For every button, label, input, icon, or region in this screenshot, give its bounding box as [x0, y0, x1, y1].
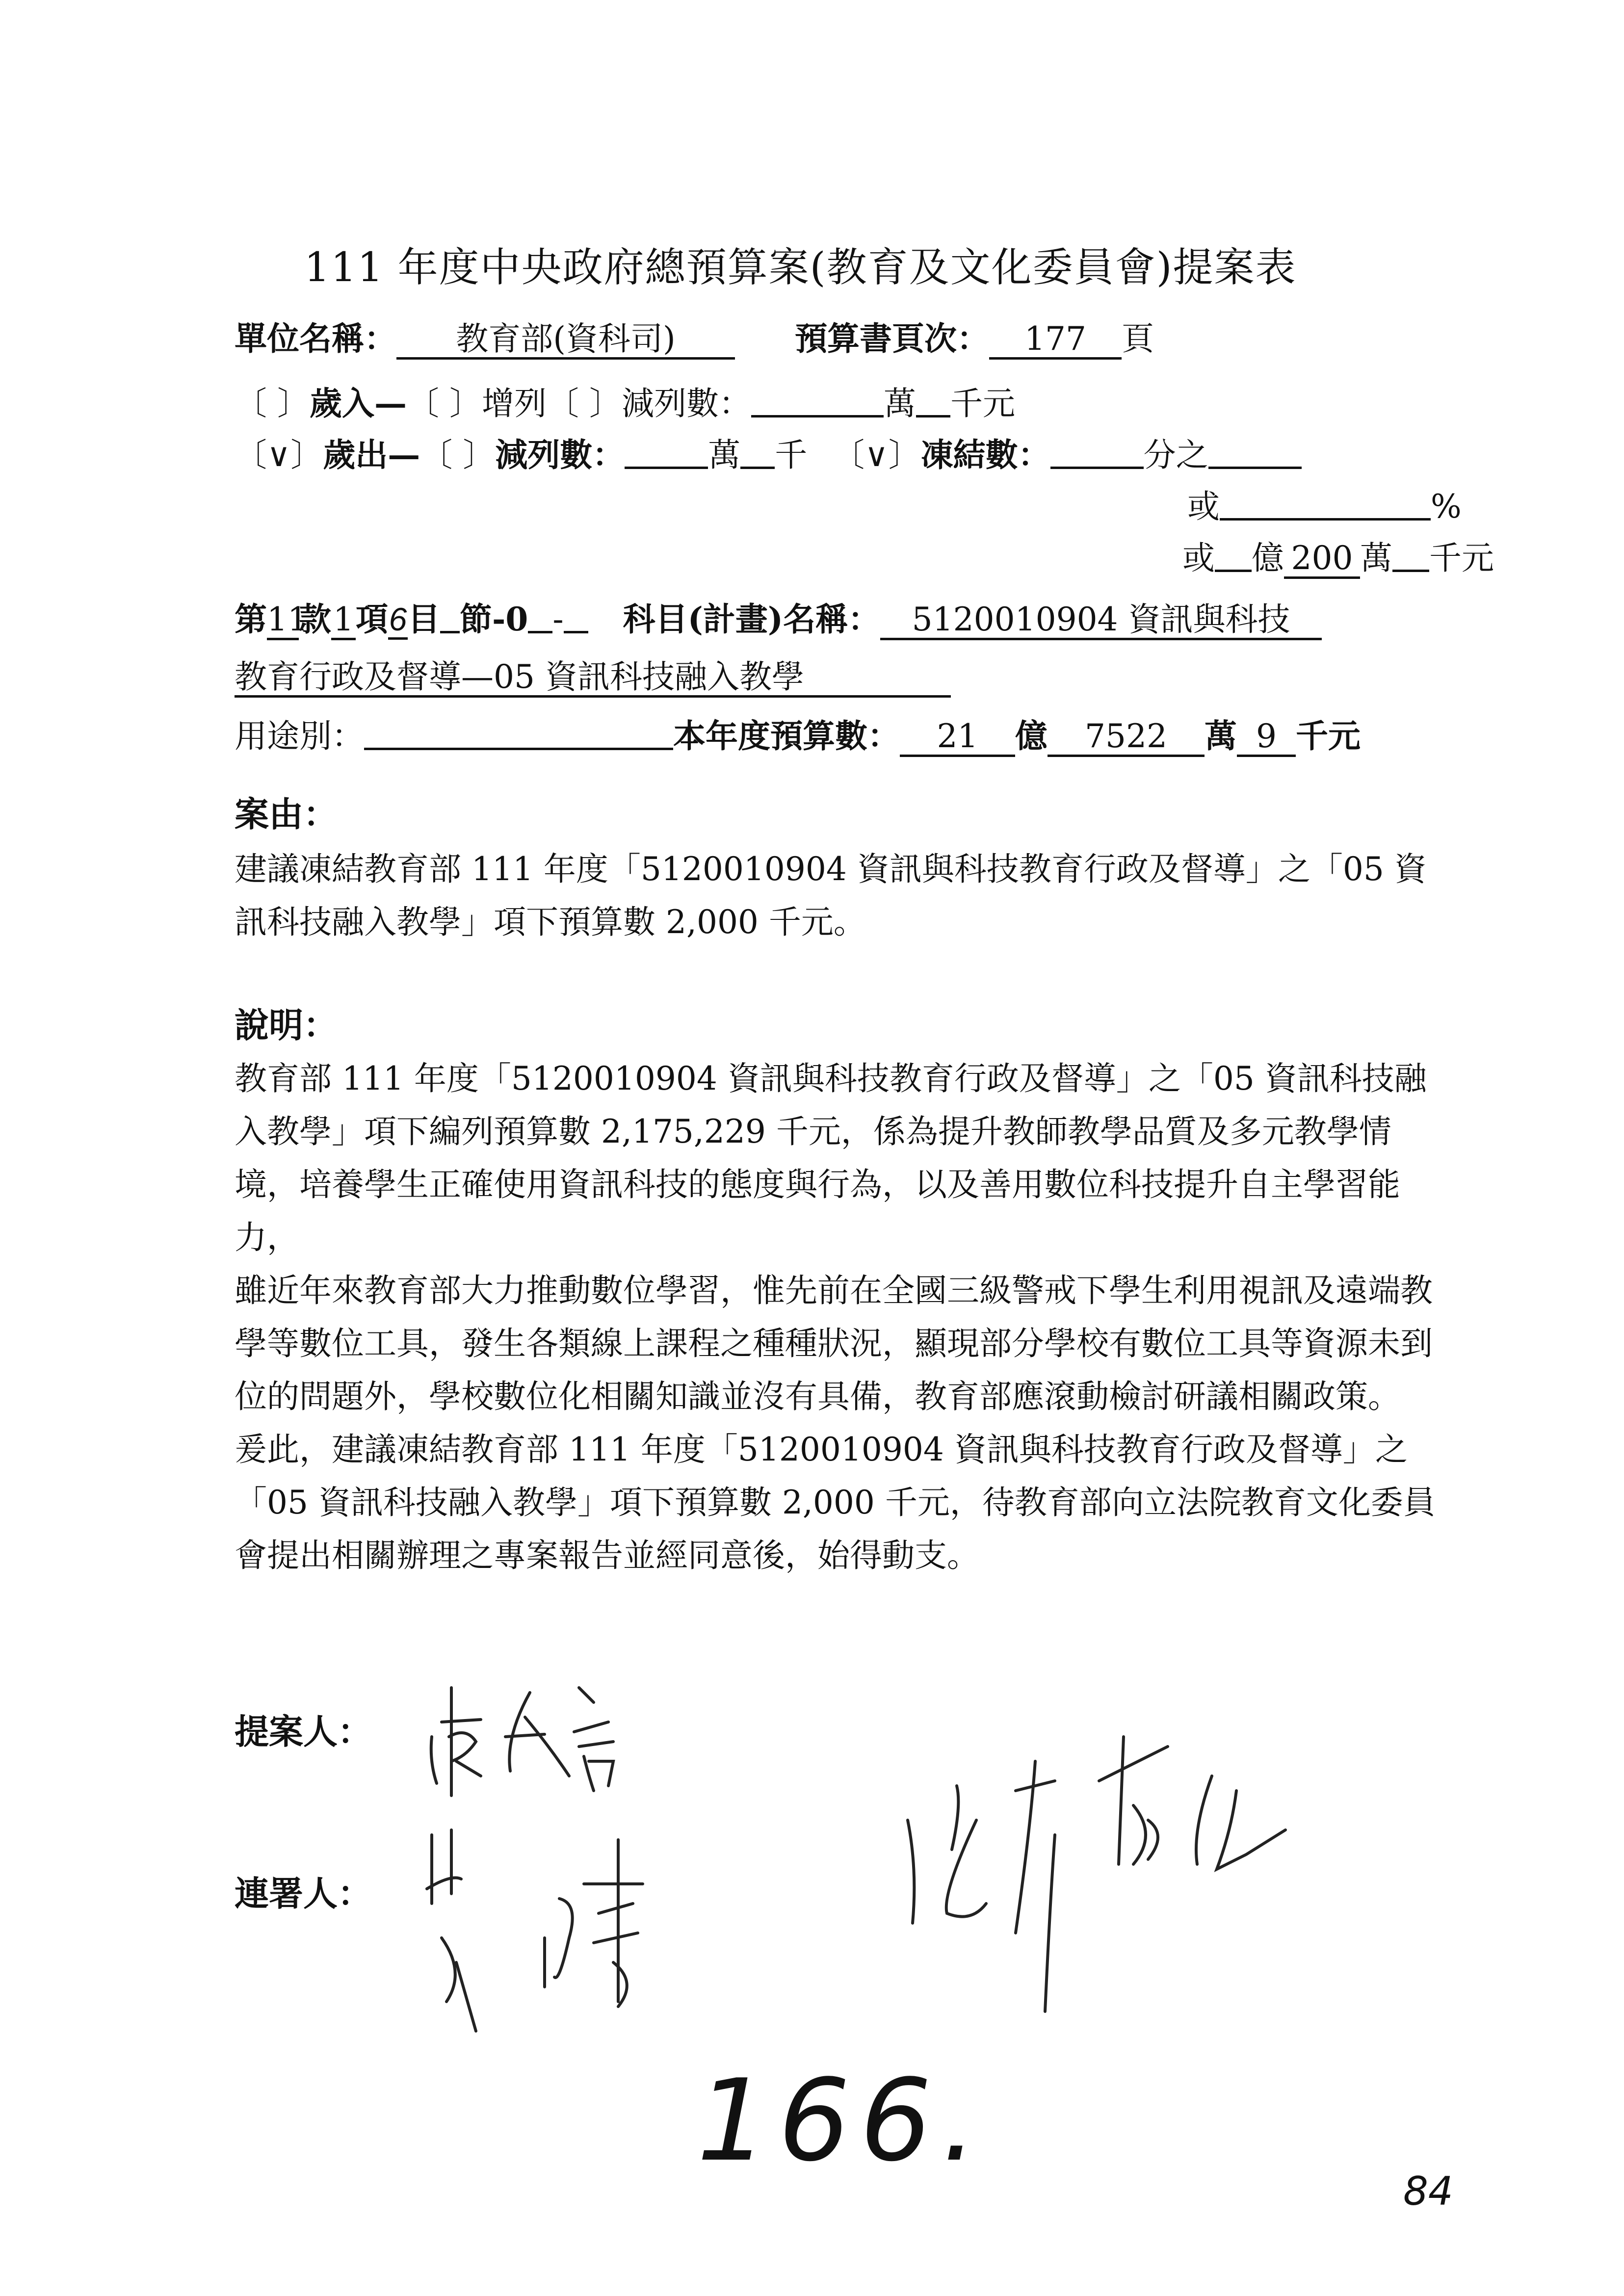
xiang-value: 1 — [331, 601, 356, 640]
revenue-decrease-checkbox[interactable]: 〔 〕 — [546, 385, 622, 422]
freeze-amount-row — [1182, 537, 1494, 579]
expenditure-decrease-checkbox[interactable]: 〔 〕 — [420, 436, 496, 474]
subject-value-line1: 5120010904 資訊與科技 — [880, 601, 1322, 640]
expenditure-checkbox-checked[interactable]: 〔∨〕 — [235, 436, 323, 474]
unit-row — [235, 319, 1154, 360]
unit-value: 教育部(資科司) — [396, 321, 735, 360]
subject-label: 科目(計畫)名稱： — [623, 600, 881, 638]
fraction-label: 分之 — [1143, 436, 1208, 474]
expenditure-decrease-label: 減列數： — [495, 436, 625, 474]
freeze-label: 凍結數： — [920, 436, 1050, 474]
form-title: 111 年度中央政府總預算案(教育及文化委員會)提案表 — [304, 244, 1297, 291]
cosigner-label: 連署人： — [235, 1873, 372, 1914]
budget-yi-value: 21 — [900, 718, 1015, 757]
revenue-checkbox[interactable]: 〔 〕 — [235, 385, 310, 422]
revenue-qian-blank[interactable] — [916, 383, 950, 417]
or-label: 或 — [1187, 488, 1220, 525]
expenditure-wan-unit: 萬 — [708, 436, 741, 474]
kuan-value: 11 — [267, 601, 299, 640]
percent-sign: % — [1431, 488, 1462, 525]
explanation-heading: 說明： — [235, 1005, 338, 1045]
freeze-qian-blank[interactable] — [1392, 537, 1429, 572]
handwritten-signature-icon — [893, 1707, 1433, 2011]
cosigner-signature-1 — [422, 1776, 864, 2043]
expenditure-qian-unit: 千 — [775, 436, 808, 474]
handwritten-signature-icon — [422, 1776, 864, 2041]
revenue-wan-blank[interactable] — [751, 383, 884, 417]
qian-yuan-unit: 千元 — [1429, 539, 1494, 577]
page-label: 預算書頁次： — [794, 319, 989, 358]
revenue-increase-checkbox[interactable]: 〔 〕 — [406, 385, 482, 422]
sub-blank-1[interactable] — [528, 599, 552, 633]
page-mark: 84 — [1403, 2168, 1453, 2214]
page-suffix: 頁 — [1121, 320, 1154, 358]
revenue-label: 歲入— — [309, 384, 407, 422]
di-label: 第 — [235, 600, 267, 638]
jie-label: 節-0 — [460, 600, 528, 638]
explanation-paragraph: 爰此，建議凍結教育部 111 年度「5120010904 資訊與科技教育行政及督導」之「05 資訊科技融入教學」項下預算數 2,000 千元，待教育部向立法院教育文化委員會提出相關辦理之專案報告並經同意後，始得動支。 — [235, 1431, 1436, 1574]
explanation-text-block — [235, 1052, 1451, 1582]
usage-blank[interactable] — [364, 715, 673, 750]
freeze-checkbox-checked[interactable]: 〔∨〕 — [832, 436, 921, 474]
budget-row — [235, 715, 1361, 757]
reason-heading: 案由： — [235, 794, 338, 835]
expenditure-label: 歲出— — [323, 436, 420, 474]
subject-value-line2: 教育行政及督導—05 資訊科技融入教學 — [235, 659, 951, 698]
yi-unit: 億 — [1015, 717, 1048, 755]
expenditure-row — [235, 434, 1302, 475]
explanation-paragraph: 雖近年來教育部大力推動數位學習，惟先前在全國三級警戒下學生利用視訊及遠端教學等數位工具，發生各類線上課程之種種狀況，顯現部分學校有數位工具等資源未到位的問題外，學校數位化相關知識並沒有具備，教育部應滾動檢討研議相關政策。 — [235, 1272, 1433, 1415]
explanation-paragraph: 教育部 111 年度「5120010904 資訊與科技教育行政及督導」之「05 資訊科技融入教學」項下編列預算數 2,175,229 千元，係為提升教師教學品質及多元教學情境，培養學生正確使用資訊科技的態度與行為，以及善用數位科技提升自主學習能力， — [235, 1060, 1427, 1256]
unit-label: 單位名稱： — [235, 319, 396, 358]
wan-unit: 萬 — [1360, 539, 1392, 577]
kuan-label: 款 — [299, 600, 331, 638]
subject-continuation-row — [235, 657, 951, 698]
qian-yuan-unit: 千元 — [1296, 717, 1361, 755]
dash: - — [552, 600, 564, 638]
or-label: 或 — [1182, 539, 1215, 577]
xiang-label: 項 — [356, 600, 388, 638]
proposer-label: 提案人： — [235, 1711, 372, 1752]
revenue-row — [235, 383, 1015, 423]
reason-text-block — [235, 843, 1451, 949]
revenue-qian-unit: 千元 — [950, 385, 1015, 422]
yi-unit: 億 — [1252, 539, 1284, 577]
mu-value-handwritten: 6 — [388, 601, 408, 640]
sub-blank-2[interactable] — [564, 599, 588, 633]
freeze-numerator-blank[interactable] — [1050, 434, 1144, 469]
handwritten-page-number: 166. — [697, 2056, 988, 2187]
usage-label: 用途別： — [235, 717, 364, 755]
account-row — [235, 599, 1322, 640]
revenue-wan-unit: 萬 — [883, 385, 916, 422]
page-value: 177 — [989, 321, 1122, 360]
freeze-percent-row — [1187, 486, 1462, 526]
reason-text: 建議凍結教育部 111 年度「5120010904 資訊與科技教育行政及督導」之「05 資訊科技融入教學」項下預算數 2,000 千元。 — [235, 850, 1427, 941]
mu-label: 目 — [408, 600, 440, 638]
budget-qian-value: 9 — [1237, 718, 1296, 757]
freeze-denominator-blank[interactable] — [1208, 434, 1302, 469]
jie-blank[interactable] — [440, 599, 460, 633]
budget-label: 本年度預算數： — [673, 717, 900, 755]
cosigner-signature-2 — [893, 1707, 1433, 2013]
expenditure-wan-blank[interactable] — [625, 434, 708, 469]
revenue-increase-label: 增列 — [481, 385, 547, 422]
freeze-wan-value: 200 — [1284, 540, 1360, 579]
revenue-decrease-label: 減列數： — [621, 385, 751, 422]
freeze-percent-blank[interactable] — [1220, 486, 1431, 521]
freeze-yi-blank[interactable] — [1215, 537, 1252, 572]
wan-unit: 萬 — [1205, 717, 1237, 755]
budget-wan-value: 7522 — [1048, 718, 1205, 757]
expenditure-qian-blank[interactable] — [740, 434, 775, 469]
